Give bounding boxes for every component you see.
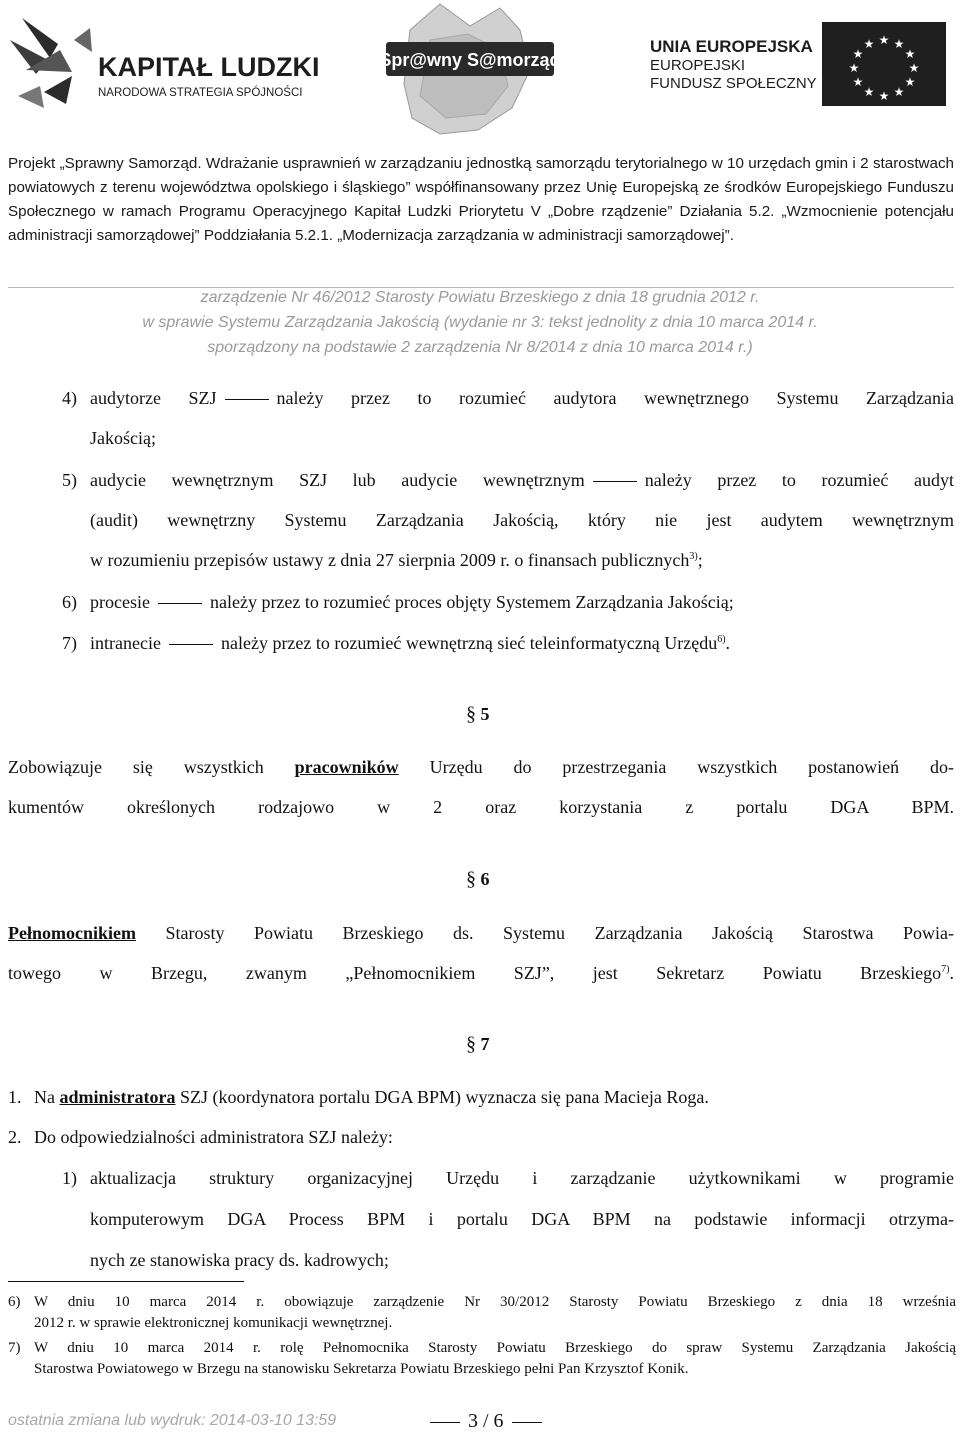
page-number: 3 / 6 (430, 1410, 542, 1433)
subitem-number: 1) (62, 1168, 77, 1188)
section-5-heading: § 5 (466, 703, 490, 725)
svg-text:★: ★ (863, 37, 875, 51)
section-7-point-number: 1. (8, 1087, 22, 1107)
svg-text:★: ★ (893, 37, 905, 51)
section-7-point-number: 2. (8, 1127, 22, 1147)
footnote-ref: 6) (717, 634, 726, 645)
section-6-text-cont: towego w Brzegu, zwanym „Pełnomocnikiem SZJ”, jest Sekretarz Powiatu Brzeskiego$^{7)}$. (8, 963, 954, 983)
eu-logo-line3: FUNDUSZ SPOŁECZNY (650, 75, 817, 92)
project-description: Projekt „Sprawny Samorząd. Wdrażanie usprawnień w zarządzaniu jednostką samorządu terytorialnego w 10 urzędach gmin i 2 starostwach powiatowych z terenu województwa opolskiego i śląskiego” współfinansowany przez Unię Europejską ze środków Europejskiego Funduszu Społecznego w ramach Programu Operacyjnego Kapitał Ludzki Priorytetu V „Dobre rządzenie” Działania 5.2. „Wzmocnienie potencjału administracji samorządowej” Poddziałania 5.2.1. „Modernizacja zarządzania w administracji samorządowej”. (8, 155, 954, 244)
kapital-ludzki-logo (10, 18, 319, 108)
header-divider (8, 287, 954, 288)
section-5-text: Zobowiązuje się wszystkich pracowników Urzędu do przestrzegania wszystkich postanowień do- (8, 757, 954, 777)
logo-banner (0, 0, 960, 140)
eu-logo (650, 22, 946, 106)
definition-item (90, 470, 954, 491)
samorzad-logo-name: Spr@wny S@morząd (379, 50, 561, 70)
definition-number: 6) (62, 592, 77, 612)
svg-text:★: ★ (852, 47, 864, 61)
subitem-text: aktualizacja struktury organizacyjnej Urzędu i zarządzanie użytkownikami w programie (90, 1168, 954, 1188)
definition-text-cont: w rozumieniu przepisów ustawy z dnia 27 sierpnia 2009 r. o finansach publicznych$^{3)}$; (90, 550, 703, 570)
definition-text: należy przez to rozumieć proces objęty Systemem Zarządzania Jakością; (209, 592, 734, 612)
svg-text:★: ★ (904, 75, 916, 89)
footnote-text-cont: 2012 r. w sprawie elektronicznej komunikacji wewnętrznej. (34, 1315, 393, 1331)
footnote-text: W dniu 10 marca 2014 r. obowiązuje zarządzenie Nr 30/2012 Starosty Powiatu Brzeskiego z dnia 18 września (34, 1294, 956, 1310)
footnote-ref: 3) (689, 551, 698, 562)
svg-text:★: ★ (908, 61, 920, 75)
kapital-logo-name: KAPITAŁ LUDZKI (98, 52, 320, 82)
svg-text:★: ★ (893, 85, 905, 99)
section-5-text-cont: kumentów określonych rodzajowo w 2 oraz korzystania z portalu DGA BPM. (8, 797, 954, 817)
definition-text: należy przez to rozumieć audytora wewnętrznego Systemu Zarządzania (276, 388, 954, 408)
footnote-number: 7) (8, 1340, 21, 1356)
last-change-stamp: ostatnia zmiana lub wydruk: 2014-03-10 13:59 (8, 1412, 337, 1429)
reference-line-1: zarządzenie Nr 46/2012 Starosty Powiatu Brzeskiego z dnia 18 grudnia 2012 r. (200, 289, 760, 306)
svg-text:★: ★ (878, 33, 890, 47)
eu-logo-line2: EUROPEJSKI (650, 57, 746, 74)
svg-text:★: ★ (878, 89, 890, 103)
section-7-point-1: Na administratora SZJ (koordynatora portalu DGA BPM) wyznacza się pana Macieja Roga. (34, 1087, 709, 1107)
section-6-text: Pełnomocnikiem Starosty Powiatu Brzeskiego ds. Systemu Zarządzania Jakością Starostwa Powia- (8, 923, 955, 943)
footnote-text: W dniu 10 marca 2014 r. rolę Pełnomocnika Starosty Powiatu Brzeskiego do spraw Systemu Zarządzania Jakością (34, 1340, 956, 1356)
reference-line-3: sporządzony na podstawie 2 zarządzenia Nr 8/2014 z dnia 10 marca 2014 r.) (207, 339, 753, 356)
svg-text:★: ★ (863, 85, 875, 99)
section-7-point-2: Do odpowiedzialności administratora SZJ należy: (34, 1127, 393, 1147)
definition-text-cont: Jakością; (90, 428, 156, 448)
definition-term: procesie (90, 592, 150, 612)
svg-text:★: ★ (904, 47, 916, 61)
section-6-heading: § 6 (466, 868, 490, 890)
reference-line-2: w sprawie Systemu Zarządzania Jakością (wydanie nr 3: tekst jednolity z dnia 10 marca 2014 r. (142, 314, 818, 331)
subitem-text-cont: komputerowym DGA Process BPM i portalu DGA BPM na podstawie informacji otrzyma- (90, 1209, 954, 1229)
footnote-text-cont: Starostwa Powiatowego w Brzegu na stanowisku Sekretarza Powiatu Brzeskiego pełni Pan Krzysztof Konik. (34, 1361, 689, 1377)
emphasis-term: administratora (59, 1087, 176, 1107)
definition-term: audycie wewnętrznym SZJ lub audycie wewnętrznym (90, 470, 585, 490)
definition-text-cont: (audit) wewnętrzny Systemu Zarządzania Jakością, który nie jest audytem wewnętrznym (90, 510, 954, 530)
svg-text:★: ★ (848, 61, 860, 75)
definition-term: intranecie (90, 633, 161, 653)
subitem-text-cont: nych ze stanowiska pracy ds. kadrowych; (90, 1250, 389, 1270)
definition-item: intranecie należy przez to rozumieć wewnętrzną sieć teleinformatyczną Urzędu$^{6)}$. (90, 633, 731, 653)
definition-number: 7) (62, 633, 77, 653)
sprawny-samorzad-logo (379, 4, 560, 134)
definition-text: należy przez to rozumieć audyt (644, 470, 954, 490)
eu-logo-line1: UNIA EUROPEJSKA (650, 37, 813, 56)
definition-term: audytorze SZJ (90, 388, 217, 408)
section-7-heading: § 7 (466, 1033, 490, 1055)
definition-text: należy przez to rozumieć wewnętrzną sieć teleinformatyczną Urzędu (220, 633, 718, 653)
kapital-logo-sub: NARODOWA STRATEGIA SPÓJNOŚCI (98, 87, 303, 99)
definition-item (90, 592, 954, 613)
svg-text:★: ★ (852, 75, 864, 89)
footnote-ref: 7) (941, 964, 950, 975)
emphasis-term: pracowników (294, 757, 399, 777)
footnote-number: 6) (8, 1294, 21, 1310)
definition-number: 4) (62, 388, 77, 408)
emphasis-term: Pełnomocnikiem (8, 923, 136, 943)
definition-number: 5) (62, 470, 77, 490)
definition-item (90, 388, 954, 409)
footnote-separator (8, 1281, 244, 1282)
